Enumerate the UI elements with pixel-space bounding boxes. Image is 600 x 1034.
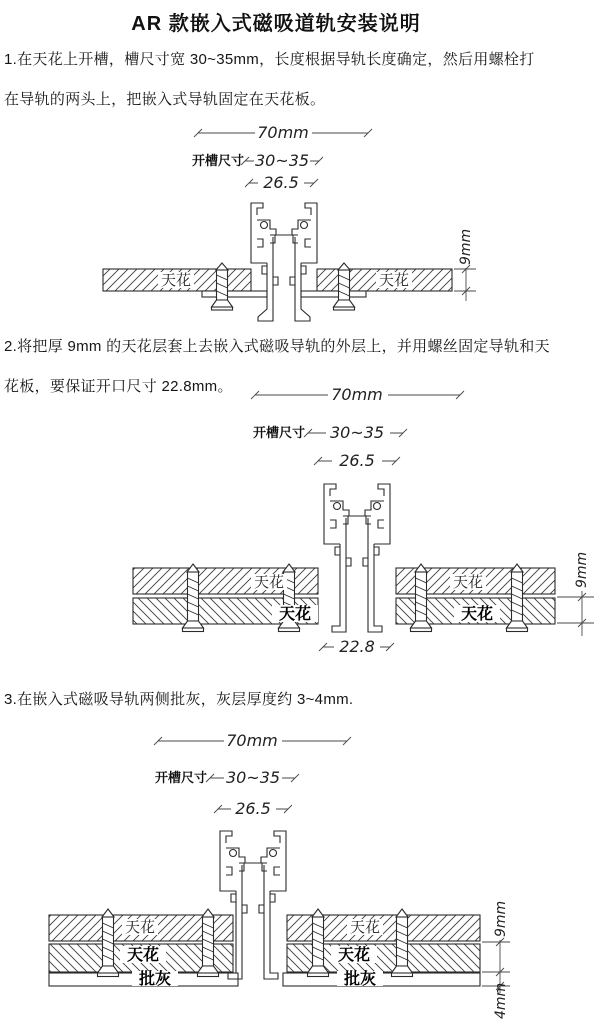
ceiling-label-bottom-left: 天花: [126, 947, 160, 964]
slot-size-label: 开槽尺寸: [191, 153, 244, 168]
dim-70mm: 70mm: [257, 123, 309, 142]
ceiling-label-left: 天花: [160, 272, 192, 289]
dimension-26-5: [314, 451, 400, 470]
track-flange-right: [301, 291, 366, 297]
track-profile: [251, 203, 317, 321]
dimension-26-5: [245, 173, 318, 192]
dim-slot: 30~35: [254, 151, 310, 170]
dim-22-8: 22.8: [339, 637, 375, 656]
dimension-9mm-4mm: [482, 901, 510, 1019]
dim-26-5: 26.5: [339, 451, 375, 470]
dim-slot: 30~35: [225, 768, 281, 787]
dim-70mm: 70mm: [226, 731, 278, 750]
dimension-9mm: [454, 229, 476, 301]
track-profile: [324, 484, 390, 632]
dim-9mm: 9mm: [458, 228, 474, 265]
plaster-label-right: 批灰: [343, 971, 377, 988]
track-flange-left: [202, 291, 267, 297]
step-1-line-2: 在导轨的两头上，把嵌入式导轨固定在天花板。: [4, 91, 326, 108]
dim-70mm: 70mm: [331, 388, 383, 404]
ceiling-label-bottom-right: 天花: [460, 606, 494, 623]
page-title: AR 款嵌入式磁吸道轨安装说明: [131, 13, 421, 35]
diagram-step1-section: [0, 118, 600, 332]
ceiling-label-top-right: 天花: [349, 919, 381, 936]
ceiling-label-top-right: 天花: [452, 574, 484, 591]
step-1-text: [4, 40, 596, 120]
dim-26-5: 26.5: [235, 799, 271, 818]
step-2-line-2: 花板，要保证开口尺寸 22.8mm。: [4, 378, 233, 395]
ceiling-label-top-left: 天花: [124, 919, 156, 936]
dimension-22-8: [319, 637, 394, 656]
slot-size-label: 开槽尺寸: [154, 770, 207, 785]
dim-26-5: 26.5: [263, 173, 299, 192]
diagram-step3-section: [0, 723, 600, 1034]
dimension-70mm: [154, 731, 351, 750]
dimension-slot: [155, 768, 299, 787]
dimension-slot: [253, 423, 407, 442]
dimension-26-5: [214, 799, 292, 818]
diagram-step2-section: [0, 388, 600, 670]
dimension-9mm: [557, 552, 594, 636]
step-2-line-1: 2.将把厚 9mm 的天花层套上去嵌入式磁吸导轨的外层上，并用螺丝固定导轨和天: [4, 338, 550, 355]
step-3-text: [4, 680, 596, 720]
dim-9mm: 9mm: [493, 900, 509, 937]
dim-9mm: 9mm: [574, 551, 590, 588]
ceiling-label-right: 天花: [378, 272, 410, 289]
dim-slot: 30~35: [329, 423, 385, 442]
step-1-line-1: 1.在天花上开槽，槽尺寸宽 30~35mm，长度根据导轨长度确定，然后用螺栓打: [4, 51, 535, 68]
dim-4mm: 4mm: [493, 982, 509, 1019]
plaster-label-left: 批灰: [138, 971, 172, 988]
dimension-slot: [192, 151, 323, 170]
ceiling-label-top-left: 天花: [253, 574, 285, 591]
slot-size-label: 开槽尺寸: [252, 425, 305, 440]
dimension-70mm: [194, 123, 372, 142]
step-3-line-1: 3.在嵌入式磁吸导轨两侧批灰，灰层厚度约 3~4mm.: [4, 691, 354, 708]
ceiling-label-bottom-left: 天花: [278, 606, 312, 623]
ceiling-label-bottom-right: 天花: [337, 947, 371, 964]
dimension-70mm: [251, 388, 464, 404]
